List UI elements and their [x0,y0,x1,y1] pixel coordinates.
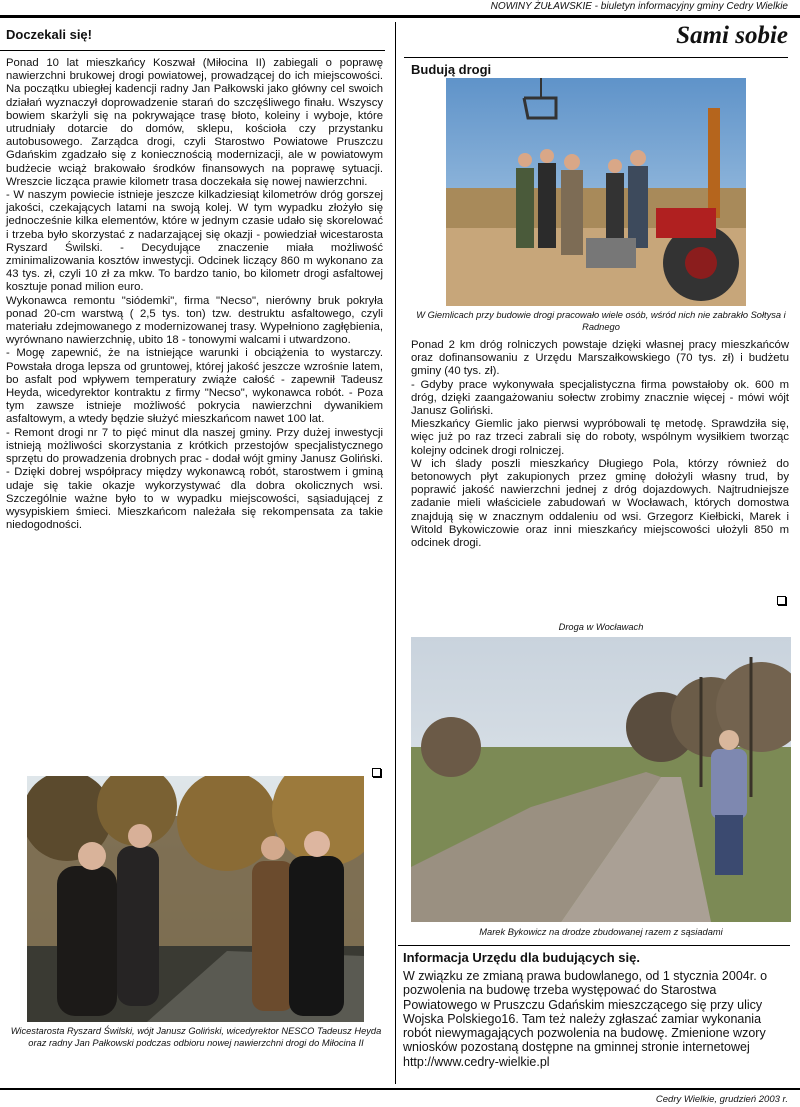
info-title: Informacja Urzędu dla budujących się. [403,950,640,965]
footer-text: Cedry Wielkie, grudzień 2003 r. [655,1094,788,1105]
left-title-rule [0,50,385,51]
right-photo-caption-title: Droga w Wocławach [558,622,644,632]
photo-giemlice-road-building [446,78,746,306]
left-paragraph: Wykonawca remontu "siódemki", firma "Necso", nierówny bruk pokryła ponad 20-cm warstwą ( 2,5 tys. ton) tzw. destruktu asfaltowego, czyli materiału zdejmowanego z modernizowanej trasy. Wypełniono zagłębienia, wyrównano nawierzchnię, ubito 18 - tonowymi walcami i utwardzono. [6,294,383,347]
end-of-article-icon [372,768,381,777]
right-title-rule [404,57,788,58]
photo-officials-road [27,776,364,1022]
right-paragraph: Ponad 2 km dróg rolniczych powstaje dzięki własnej pracy mieszkańców oraz dofinansowaniu z Urzędu Marszałkowskiego (70 tys. zł) i budżetu gminy (40 tys. zł). [411,339,789,378]
right-paragraph: W ich ślady poszli mieszkańcy Długiego Pola, którzy również do betonowych płyt zakupionych przez gminę dołożyli własny trud, by poprawić jakość nawierzchni jednej z dróg dojazdowych. Najtrudniejsze zadanie mieli właściciele zabudowań w Wocławach, których domostwa znajdują się w znacznym oddaleniu od wsi. Grzegorz Kiełbicki, Marek i Witold Bykowiczowie oraz inni mieszkańcy miejscowości ułożyli 850 m odcinek drogi. [411,457,789,550]
right-article-body [411,339,789,550]
info-body: W związku ze zmianą prawa budowlanego, od 1 stycznia 2004r. o pozwolenia na budowę trzeba występować do Starostwa Powiatowego w Pruszczu Gdańskim mieszczącego się przy ulicy Wojska Polskiego16. Tam też należy zgłaszać zamiar wykonania robót niewymagających pozwolenia na budowę. Zmienione wzory wniosków pozostaną dostępne na gminnej stronie internetowej http://www.cedry-wielkie.pl [403,969,768,1069]
end-of-article-icon [777,596,786,605]
page-header [0,0,800,18]
photo-woclawy-road [411,637,791,922]
right-photo-caption-top: W Giemlicach przy budowie drogi pracowało wiele osób, wśród nich nie zabrakło Sołtysa i Radnego [416,310,786,332]
right-photo-caption-bottom: Marek Bykowicz na drodze zbudowanej razem z sąsiadami [479,927,723,937]
left-paragraph: - Mogę zapewnić, że na istniejące warunki i obciążenia to wystarczy. Powstała droga lepsza od gruntowej, której jakość jeszcze wzrośnie latem, bo asfalt pod wpływem temperatury zwiąże całość - zapewnił Tadeusz Heyda, wicedyrektor kontraktu z firmy "Necso", wykonawca robót. - Poza tym zawsze istnieje możliwość pokrycia nawierzchni dywanikiem asfaltowym, a wtedy będzie służyć mieszkańcom nawet 100 lat. [6,347,383,426]
footer-rule [0,1088,800,1090]
right-paragraph: Mieszkańcy Giemlic jako pierwsi wypróbowali tę metodę. Sprawdziła się, więc już po raz trzeci zabrali się do roboty, wspólnym wysiłkiem tworząc kolejny odcinek drogi rolniczej. [411,418,789,457]
left-paragraph: Ponad 10 lat mieszkańcy Koszwał (Miłocina II) zabiegali o poprawę nawierzchni brukowej drogi powiatowej, prowadzącej do ich miejscowości. Na początku ubiegłej kadencji radny Jan Pałkowski jako główny cel swoich działań wyznaczył doprowadzenie starań do szczęśliwego finału. Wszyscy bowiem skarżyli się na pokrywające trasę błoto, koleiny i wyboje, które utrudniały dotarcie do domów, sklepu, kościoła czy przystanku autobusowego. Zarządca drogi, czyli Starostwo Powiatowe Pruszczu Gdańskim zgadzało się z koniecznością modernizacji, ale w powiatowym budżecie wciąż brakowało środków finansowych na poprawę sytuacji. Wreszcie licząca prawie kilometr trasa doczekała się nowej nawierzchni. [6,57,383,188]
left-paragraph: - W naszym powiecie istnieje jeszcze kilkadziesiąt kilometrów dróg gorszej jakości, czekających latami na swoją kolej. W tym wypadku złożyło się jednocześnie kilka elementów, które w jednym czasie udało się skorelować i trzeba było skorzystać z nadarzającej się okazji - powiedział wicestarosta Ryszard Świlski. - Decydujące znaczenie miała możliwość zminimalizowania kosztów inwestycji. Odcinek liczący 860 m wykonano za 43 tys. zł, czyli 10 zł za mkw. To bardzo tanio, bo kilometr drogi asfaltowej kosztuje ponad milion euro. [6,189,383,294]
left-article-title: Doczekali się! [6,27,92,42]
right-article-title: Budują drogi [411,62,492,77]
header-rule [0,15,800,18]
left-photo-caption: Wicestarosta Ryszard Świlski, wójt Janusz Goliński, wicedyrektor NESCO Tadeusz Heyda oraz radny Jan Pałkowski podczas odbioru nowej nawierzchni drogi do Miłocina II [10,1026,382,1048]
header-text: NOWINY ŻUŁAWSKIE - biuletyn informacyjny gminy Cedry Wielkie [490,1,788,12]
info-rule [398,945,790,946]
section-headline: Sami sobie [676,22,788,49]
left-article-body [6,57,383,532]
right-paragraph: - Gdyby prace wykonywała specjalistyczna firma powstałoby ok. 600 m dróg, dzięki zaangażowaniu sołectw zrobimy znacznie więcej - mówi wójt Janusz Goliński. [411,378,789,418]
left-paragraph: - Remont drogi nr 7 to pięć minut dla naszej gminy. Przy dużej inwestycji istnieją możliwości skorzystania z krótkich przestojów specjalistycznego sprzętu do prowadzenia drobnych prac - dodał wójt gminy Janusz Goliński. - Dzięki dobrej współpracy między wykonawcą robót, starostwem i gminą udaje się takie okazje wykorzystywać dla dobra okolicznych wsi. Szczególnie ważne było to w wypadku miejscowości, sąsiadującej z wysypiskiem śmieci. Mieszkańcom należała się rekompensata za takie niedogodności. [6,426,383,532]
column-divider [395,22,396,1084]
